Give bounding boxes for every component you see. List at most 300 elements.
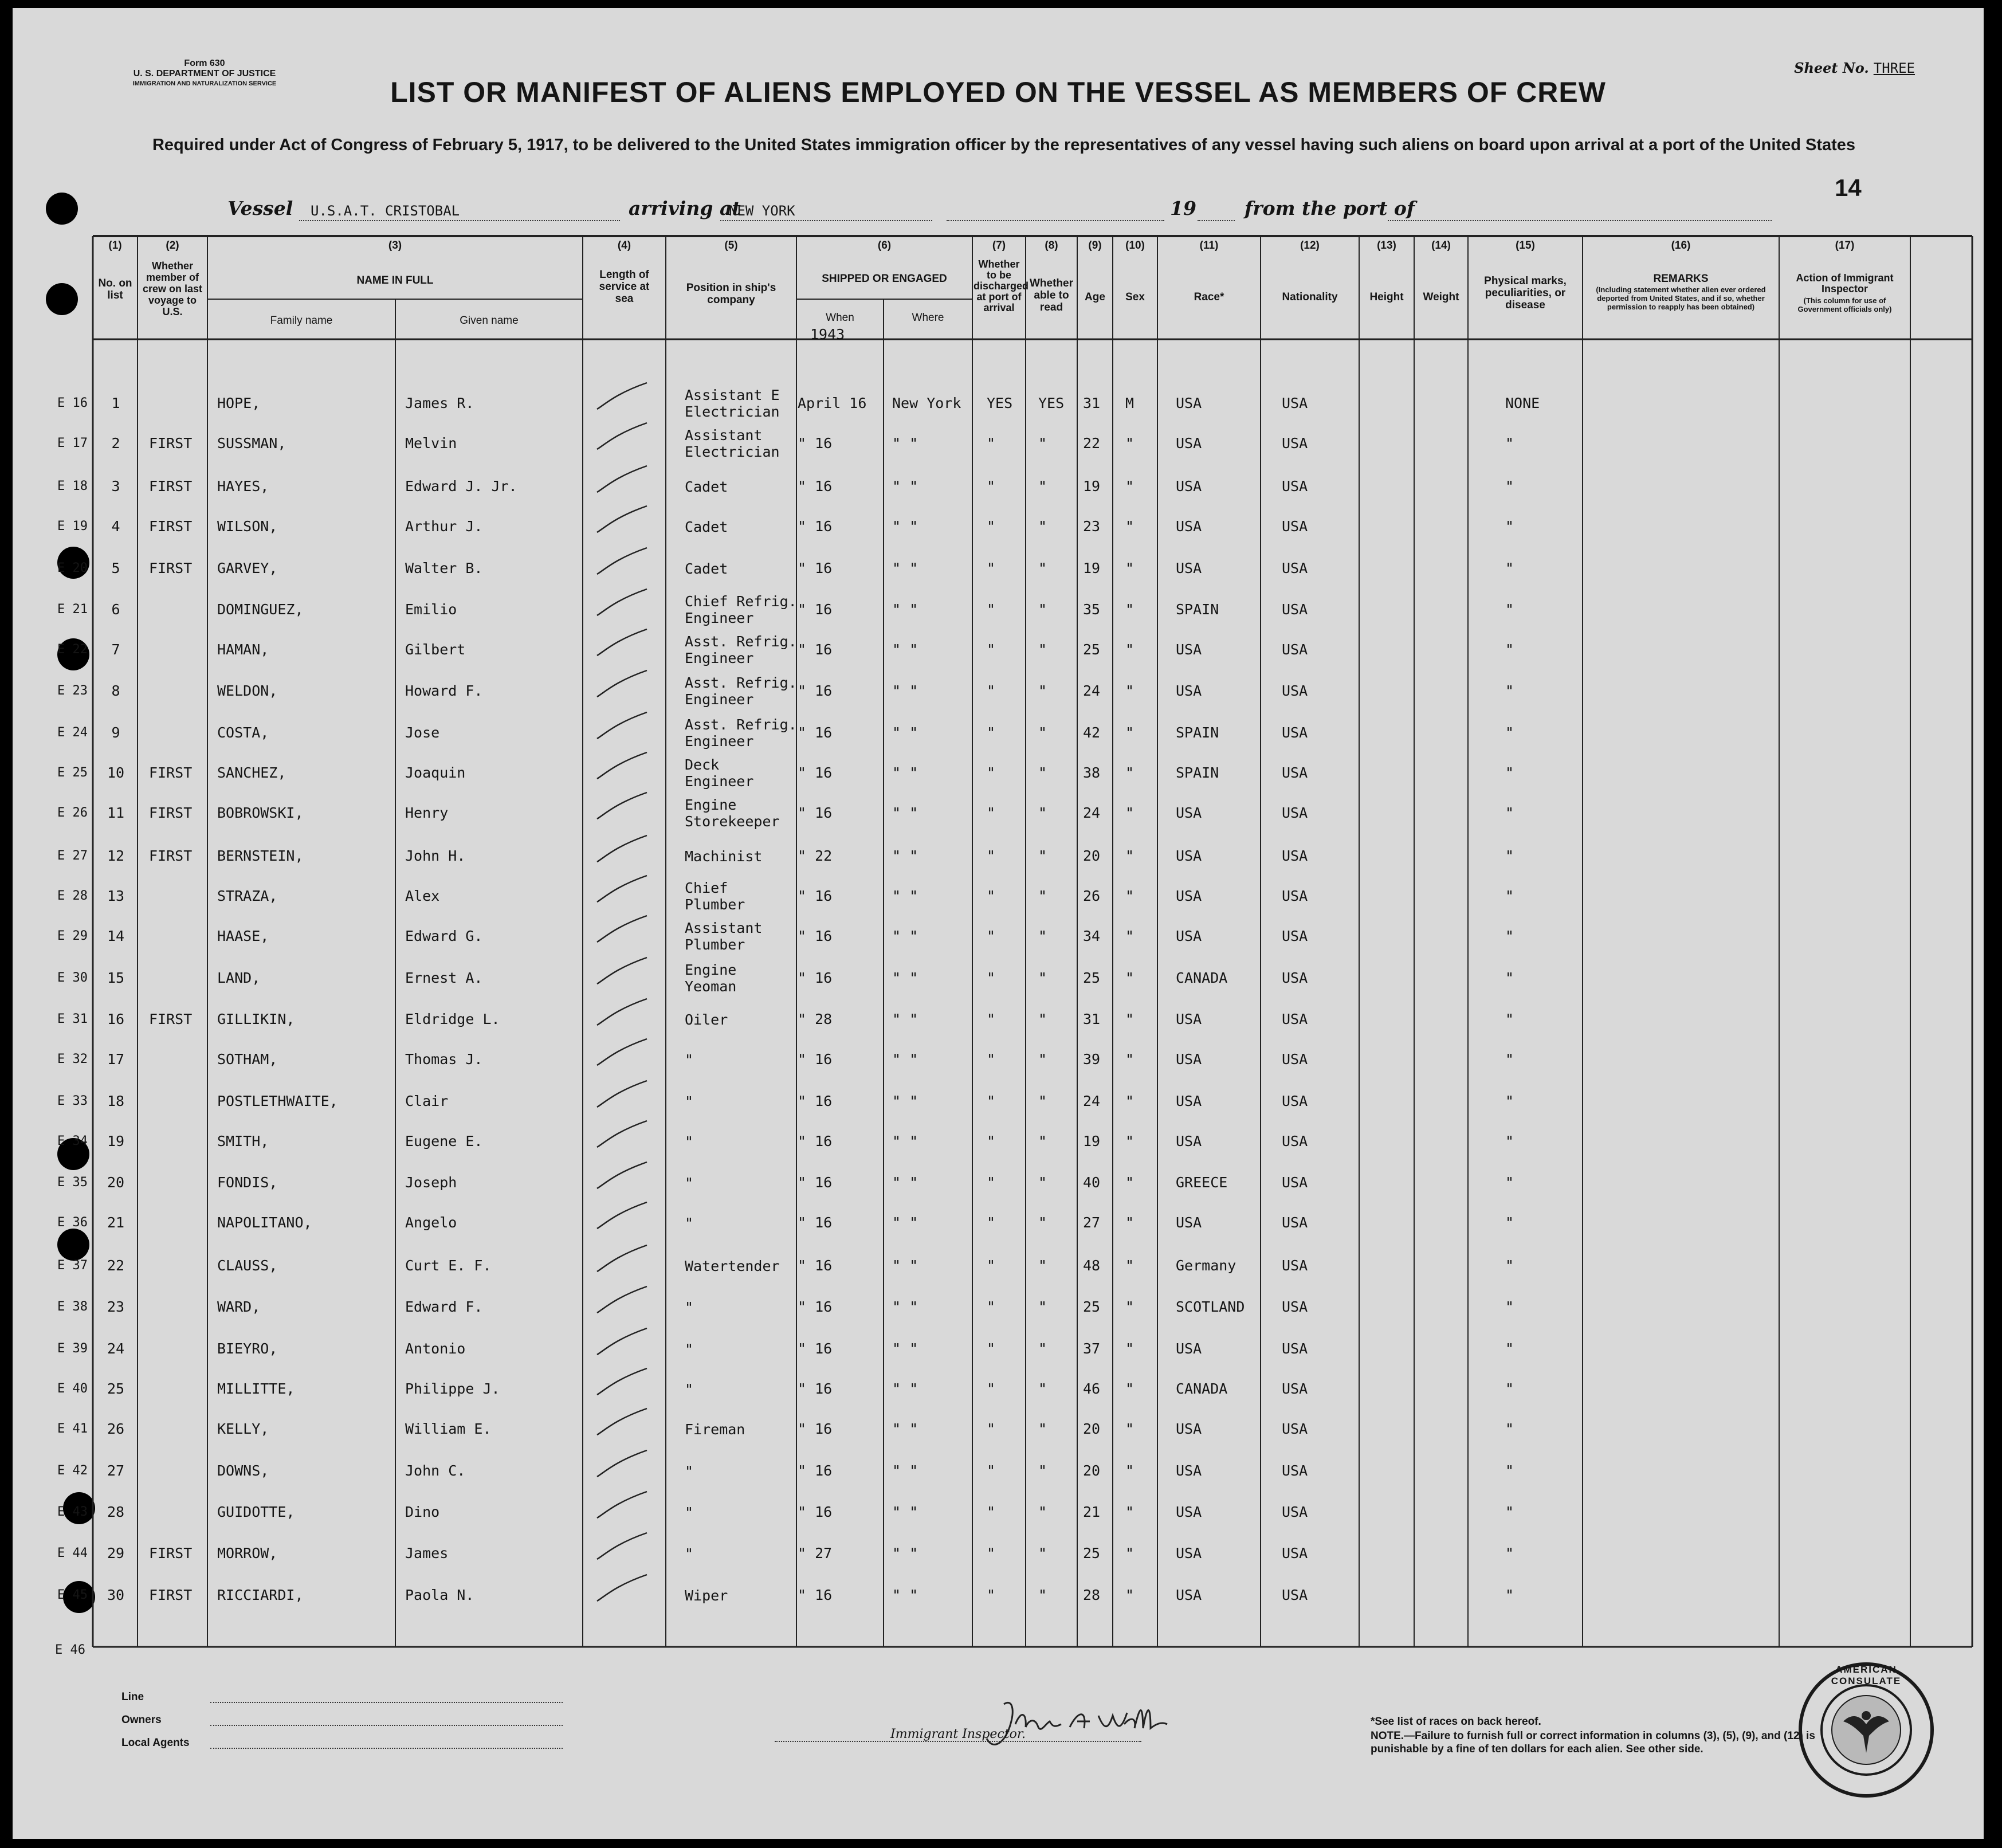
nationality: USA	[1282, 1545, 1308, 1561]
service-check-mark	[592, 379, 655, 414]
col-10-number: (10)	[1125, 240, 1145, 252]
given-name: Howard F.	[405, 682, 483, 699]
margin-code: E 36	[57, 1215, 88, 1230]
family-name: CLAUSS,	[217, 1257, 278, 1274]
age: 34	[1083, 928, 1101, 944]
race: USA	[1176, 1133, 1202, 1149]
able-to-read: "	[1038, 1380, 1047, 1397]
shipped-when: " 16	[798, 518, 833, 535]
service-check-mark	[592, 586, 655, 620]
margin-code: E 37	[57, 1258, 88, 1273]
discharged-at-port: "	[987, 601, 996, 618]
shipped-when: " 16	[798, 970, 833, 986]
given-name: John C.	[405, 1462, 466, 1479]
position-in-company: Assistant E	[685, 387, 780, 403]
from-port-label: from the port of	[1245, 197, 1415, 219]
col-6-year: 1943	[810, 326, 845, 343]
position-in-company: Engineer	[685, 691, 754, 708]
col-9-number: (9)	[1088, 240, 1102, 252]
col-6-label: SHIPPED OR ENGAGED	[822, 273, 947, 285]
col-17-number: (17)	[1835, 240, 1855, 252]
given-name: Walter B.	[405, 560, 483, 576]
race: CANADA	[1176, 970, 1228, 986]
age: 38	[1083, 764, 1101, 781]
physical-marks: "	[1505, 601, 1514, 618]
shipped-where: " "	[892, 805, 918, 821]
row-number: 14	[107, 928, 125, 944]
row-number: 8	[111, 682, 120, 699]
year-prefix: 19	[1170, 197, 1196, 219]
race: USA	[1176, 1545, 1202, 1561]
shipped-where: " "	[892, 888, 918, 904]
service-check-mark	[592, 872, 655, 907]
col-1-label: No. on list	[98, 277, 132, 301]
age: 20	[1083, 1421, 1101, 1437]
vessel-label: Vessel	[227, 197, 293, 219]
family-name: SUSSMAN,	[217, 435, 286, 452]
service-check-mark	[592, 995, 655, 1030]
given-name: Ernest A.	[405, 970, 483, 986]
discharged-at-port: "	[987, 478, 996, 495]
service-check-mark	[592, 462, 655, 497]
nationality: USA	[1282, 1298, 1308, 1315]
owners-label: Owners	[121, 1714, 162, 1726]
able-to-read: "	[1038, 1462, 1047, 1479]
row-number: 22	[107, 1257, 125, 1274]
form-subtitle: Required under Act of Congress of February 5, 1917, to be delivered to the United States immigration officer by the representatives of any vessel having such aliens on board upon arrival at a port of the United States	[152, 136, 1856, 154]
col-13-label: Height	[1369, 291, 1404, 303]
able-to-read: "	[1038, 1051, 1047, 1068]
nationality: USA	[1282, 805, 1308, 821]
col-8-label: Whether able to read	[1030, 277, 1073, 313]
shipped-when: " 16	[798, 805, 833, 821]
row-number: 7	[111, 641, 120, 658]
race: USA	[1176, 478, 1202, 495]
age: 26	[1083, 888, 1101, 904]
row-number: 13	[107, 888, 125, 904]
discharged-at-port: "	[987, 764, 996, 781]
margin-code: E 24	[57, 725, 88, 740]
able-to-read: "	[1038, 1587, 1047, 1603]
service-check-mark	[592, 1405, 655, 1439]
race: USA	[1176, 1093, 1202, 1109]
physical-marks: "	[1505, 1298, 1514, 1315]
family-name: LAND,	[217, 970, 261, 986]
physical-marks: "	[1505, 928, 1514, 944]
nationality: USA	[1282, 641, 1308, 658]
race: USA	[1176, 1340, 1202, 1357]
shipped-when: " 16	[798, 1587, 833, 1603]
position-in-company: "	[685, 1051, 694, 1068]
margin-code: E 34	[57, 1134, 88, 1148]
race: USA	[1176, 395, 1202, 411]
sex: "	[1125, 848, 1135, 864]
nationality: USA	[1282, 601, 1308, 618]
discharged-at-port: "	[987, 435, 996, 452]
col-16-label: REMARKS	[1653, 273, 1709, 285]
nationality: USA	[1282, 1504, 1308, 1520]
age: 35	[1083, 601, 1101, 618]
given-name: Edward F.	[405, 1298, 483, 1315]
position-in-company: Fireman	[685, 1421, 745, 1438]
service-check-mark	[592, 1325, 655, 1359]
row-number: 11	[107, 805, 125, 821]
family-name: MORROW,	[217, 1545, 278, 1561]
shipped-when: " 27	[798, 1545, 833, 1561]
able-to-read: "	[1038, 1174, 1047, 1191]
margin-code: E 25	[57, 766, 88, 780]
position-in-company: Engineer	[685, 610, 754, 626]
shipped-where: " "	[892, 1174, 918, 1191]
row-number: 9	[111, 724, 120, 741]
margin-code: E 38	[57, 1300, 88, 1314]
sex: "	[1125, 1133, 1135, 1149]
able-to-read: "	[1038, 1545, 1047, 1561]
given-name: Eldridge L.	[405, 1011, 500, 1027]
col-1-number: (1)	[108, 240, 122, 252]
race: CANADA	[1176, 1380, 1228, 1397]
sex: "	[1125, 1051, 1135, 1068]
sex: "	[1125, 1011, 1135, 1027]
row-number: 2	[111, 435, 120, 452]
service-check-mark	[592, 1283, 655, 1317]
shipped-when: " 16	[798, 1133, 833, 1149]
margin-code: E 42	[57, 1464, 88, 1478]
position-in-company: Storekeeper	[685, 813, 780, 830]
margin-code: E 40	[57, 1382, 88, 1396]
service-check-mark	[592, 1199, 655, 1233]
line-label: Line	[121, 1691, 144, 1703]
race: USA	[1176, 1504, 1202, 1520]
margin-code: E 41	[57, 1422, 88, 1436]
shipped-where: " "	[892, 478, 918, 495]
age: 23	[1083, 518, 1101, 535]
race: SPAIN	[1176, 764, 1219, 781]
nationality: USA	[1282, 1174, 1308, 1191]
row-number: 16	[107, 1011, 125, 1027]
service-check-mark	[592, 709, 655, 743]
nationality: USA	[1282, 1421, 1308, 1437]
shipped-where: " "	[892, 724, 918, 741]
family-name: RICCIARDI,	[217, 1587, 304, 1603]
sex: "	[1125, 888, 1135, 904]
physical-marks: "	[1505, 478, 1514, 495]
col-2-label: Whether member of crew on last voyage to U.S.	[142, 260, 203, 317]
col-4-number: (4)	[617, 240, 631, 252]
able-to-read: "	[1038, 970, 1047, 986]
local-agents-label: Local Agents	[121, 1737, 190, 1749]
shipped-where: " "	[892, 1545, 918, 1561]
position-in-company: Electrician	[685, 403, 780, 420]
col-6-when: When	[826, 312, 854, 324]
service-check-mark	[592, 1529, 655, 1564]
shipped-where: " "	[892, 764, 918, 781]
sex: "	[1125, 1462, 1135, 1479]
service-check-mark	[592, 1035, 655, 1070]
shipped-when: " 16	[798, 1214, 833, 1231]
position-in-company: Oiler	[685, 1011, 728, 1028]
row-number: 10	[107, 764, 125, 781]
discharged-at-port: "	[987, 1093, 996, 1109]
position-in-company: Watertender	[685, 1258, 780, 1274]
position-in-company: Plumber	[685, 936, 745, 953]
physical-marks: "	[1505, 682, 1514, 699]
given-name: Gilbert	[405, 641, 466, 658]
row-number: 29	[107, 1545, 125, 1561]
row-number: 25	[107, 1380, 125, 1397]
physical-marks: "	[1505, 1421, 1514, 1437]
shipped-where: " "	[892, 928, 918, 944]
col-5-label: Position in ship's company	[686, 282, 776, 306]
sex: "	[1125, 1587, 1135, 1603]
col-7-label: Whether to be discharged at port of arrival	[973, 258, 1029, 313]
discharged-at-port: "	[987, 1174, 996, 1191]
sex: "	[1125, 928, 1135, 944]
crew-last-voyage: FIRST	[149, 478, 193, 495]
sex: "	[1125, 478, 1135, 495]
col-6-number: (6)	[877, 240, 892, 252]
nationality: USA	[1282, 1462, 1308, 1479]
shipped-when: " 16	[798, 724, 833, 741]
age: 39	[1083, 1051, 1101, 1068]
position-in-company: Deck	[685, 756, 720, 773]
physical-marks: "	[1505, 1380, 1514, 1397]
given-name: Melvin	[405, 435, 457, 452]
margin-code: E 33	[57, 1094, 88, 1108]
age: 25	[1083, 1545, 1101, 1561]
col-6-where: Where	[912, 312, 944, 324]
physical-marks: "	[1505, 724, 1514, 741]
margin-code: E 21	[57, 602, 88, 617]
race: USA	[1176, 928, 1202, 944]
age: 19	[1083, 478, 1101, 495]
physical-marks: "	[1505, 1011, 1514, 1027]
row-number: 23	[107, 1298, 125, 1315]
shipped-when: " 16	[798, 601, 833, 618]
race: Germany	[1176, 1257, 1236, 1274]
shipped-where: " "	[892, 682, 918, 699]
age: 19	[1083, 1133, 1101, 1149]
nationality: USA	[1282, 970, 1308, 986]
service-check-mark	[592, 912, 655, 947]
shipped-where: " "	[892, 1214, 918, 1231]
given-name: Thomas J.	[405, 1051, 483, 1068]
row-number: 20	[107, 1174, 125, 1191]
age: 20	[1083, 1462, 1101, 1479]
nationality: USA	[1282, 1380, 1308, 1397]
crew-last-voyage: FIRST	[149, 1011, 193, 1027]
position-in-company: Cadet	[685, 519, 728, 535]
col-11-number: (11)	[1199, 240, 1219, 252]
service-check-mark	[592, 1447, 655, 1481]
margin-code: E 32	[57, 1052, 88, 1066]
physical-marks: "	[1505, 805, 1514, 821]
family-name: WARD,	[217, 1298, 261, 1315]
discharged-at-port: "	[987, 805, 996, 821]
nationality: USA	[1282, 682, 1308, 699]
physical-marks: "	[1505, 641, 1514, 658]
race: USA	[1176, 1051, 1202, 1068]
able-to-read: "	[1038, 1340, 1047, 1357]
family-name: FONDIS,	[217, 1174, 278, 1191]
family-name: GUIDOTTE,	[217, 1504, 295, 1520]
row-number: 21	[107, 1214, 125, 1231]
physical-marks: "	[1505, 1257, 1514, 1274]
margin-code: E 17	[57, 436, 88, 450]
position-in-company: "	[685, 1341, 694, 1357]
row-number: 17	[107, 1051, 125, 1068]
able-to-read: "	[1038, 1298, 1047, 1315]
race: USA	[1176, 435, 1202, 452]
service-check-mark	[592, 1488, 655, 1523]
margin-code: E 30	[57, 971, 88, 985]
sex: "	[1125, 641, 1135, 658]
row-number: 19	[107, 1133, 125, 1149]
age: 27	[1083, 1214, 1101, 1231]
age: 25	[1083, 970, 1101, 986]
shipped-where: " "	[892, 601, 918, 618]
seal-text: AMERICAN CONSULATE	[1831, 1664, 1902, 1686]
sheet-value: THREE	[1873, 60, 1915, 76]
discharged-at-port: "	[987, 1051, 996, 1068]
line-underline	[210, 1702, 563, 1703]
discharged-at-port: "	[987, 560, 996, 576]
form-title: LIST OR MANIFEST OF ALIENS EMPLOYED ON THE VESSEL AS MEMBERS OF CREW	[390, 76, 1606, 108]
able-to-read: "	[1038, 478, 1047, 495]
shipped-when: April 16	[798, 395, 867, 411]
able-to-read: "	[1038, 1214, 1047, 1231]
position-in-company: Engine	[685, 962, 737, 978]
discharged-at-port: "	[987, 1545, 996, 1561]
able-to-read: "	[1038, 888, 1047, 904]
position-in-company: Assistant	[685, 920, 763, 936]
family-name: BERNSTEIN,	[217, 848, 304, 864]
sheet-label: Sheet No.	[1794, 60, 1869, 76]
position-in-company: Assistant	[685, 427, 763, 444]
races-note: *See list of races on back hereof.	[1371, 1716, 1541, 1728]
able-to-read: YES	[1038, 395, 1065, 411]
inspector-label: Immigrant Inspector.	[890, 1727, 1026, 1741]
arriving-label: arriving at	[629, 197, 741, 219]
shipped-when: " 16	[798, 435, 833, 452]
margin-code: E 23	[57, 684, 88, 698]
race: USA	[1176, 1214, 1202, 1231]
physical-marks: "	[1505, 848, 1514, 864]
col-3-family-name: Family name	[270, 315, 333, 327]
row-number: 1	[111, 395, 120, 411]
age: 22	[1083, 435, 1101, 452]
family-name: KELLY,	[217, 1421, 269, 1437]
crew-last-voyage: FIRST	[149, 435, 193, 452]
crew-last-voyage: FIRST	[149, 518, 193, 535]
margin-code: E 16	[57, 396, 88, 410]
sex: "	[1125, 1421, 1135, 1437]
family-name: HAMAN,	[217, 641, 269, 658]
physical-marks: "	[1505, 1340, 1514, 1357]
age: 19	[1083, 560, 1101, 576]
discharged-at-port: "	[987, 682, 996, 699]
service-check-mark	[592, 832, 655, 866]
crew-last-voyage: FIRST	[149, 1545, 193, 1561]
margin-code-31: E 46	[55, 1643, 85, 1657]
discharged-at-port: "	[987, 641, 996, 658]
page-number: 14	[1835, 174, 1862, 201]
given-name: James	[405, 1545, 449, 1561]
race: SPAIN	[1176, 724, 1219, 741]
given-name: Jose	[405, 724, 440, 741]
sex: "	[1125, 1545, 1135, 1561]
sex: "	[1125, 1257, 1135, 1274]
physical-marks: "	[1505, 1504, 1514, 1520]
able-to-read: "	[1038, 601, 1047, 618]
physical-marks: "	[1505, 1093, 1514, 1109]
age: 24	[1083, 805, 1101, 821]
col-17-label: Action of Immigrant Inspector	[1796, 272, 1894, 295]
able-to-read: "	[1038, 848, 1047, 864]
position-in-company: Wiper	[685, 1587, 728, 1604]
race: USA	[1176, 888, 1202, 904]
physical-marks: "	[1505, 1174, 1514, 1191]
margin-code: E 27	[57, 849, 88, 863]
service-check-mark	[592, 503, 655, 537]
nationality: USA	[1282, 848, 1308, 864]
shipped-when: " 22	[798, 848, 833, 864]
able-to-read: "	[1038, 435, 1047, 452]
shipped-where: " "	[892, 1051, 918, 1068]
given-name: Curt E. F.	[405, 1257, 492, 1274]
row-number: 26	[107, 1421, 125, 1437]
position-in-company: Cadet	[685, 560, 728, 577]
age: 25	[1083, 641, 1101, 658]
position-in-company: "	[685, 1133, 694, 1150]
physical-marks: "	[1505, 1051, 1514, 1068]
shipped-where: " "	[892, 848, 918, 864]
able-to-read: "	[1038, 518, 1047, 535]
col-13-number: (13)	[1377, 240, 1396, 252]
family-name: STRAZA,	[217, 888, 278, 904]
sex: "	[1125, 1214, 1135, 1231]
family-name: BIEYRO,	[217, 1340, 278, 1357]
able-to-read: "	[1038, 805, 1047, 821]
shipped-when: " 16	[798, 478, 833, 495]
family-name: DOWNS,	[217, 1462, 269, 1479]
discharged-at-port: "	[987, 1298, 996, 1315]
service-check-mark	[592, 789, 655, 823]
shipped-where: " "	[892, 970, 918, 986]
family-name: WELDON,	[217, 682, 278, 699]
shipped-when: " 28	[798, 1011, 833, 1027]
race: USA	[1176, 848, 1202, 864]
race: SCOTLAND	[1176, 1298, 1245, 1315]
able-to-read: "	[1038, 764, 1047, 781]
col-8-number: (8)	[1045, 240, 1058, 252]
crew-last-voyage: FIRST	[149, 848, 193, 864]
shipped-where: " "	[892, 1093, 918, 1109]
margin-code: E 20	[57, 561, 88, 575]
service-check-mark	[592, 544, 655, 579]
age: 46	[1083, 1380, 1101, 1397]
able-to-read: "	[1038, 928, 1047, 944]
age: 48	[1083, 1257, 1101, 1274]
arriving-port: NEW YORK	[729, 203, 795, 219]
position-in-company: Engineer	[685, 650, 754, 666]
position-in-company: Chief	[685, 880, 728, 896]
age: 24	[1083, 682, 1101, 699]
shipped-where: " "	[892, 435, 918, 452]
discharged-at-port: "	[987, 1011, 996, 1027]
shipped-when: " 16	[798, 560, 833, 576]
shipped-when: " 16	[798, 764, 833, 781]
